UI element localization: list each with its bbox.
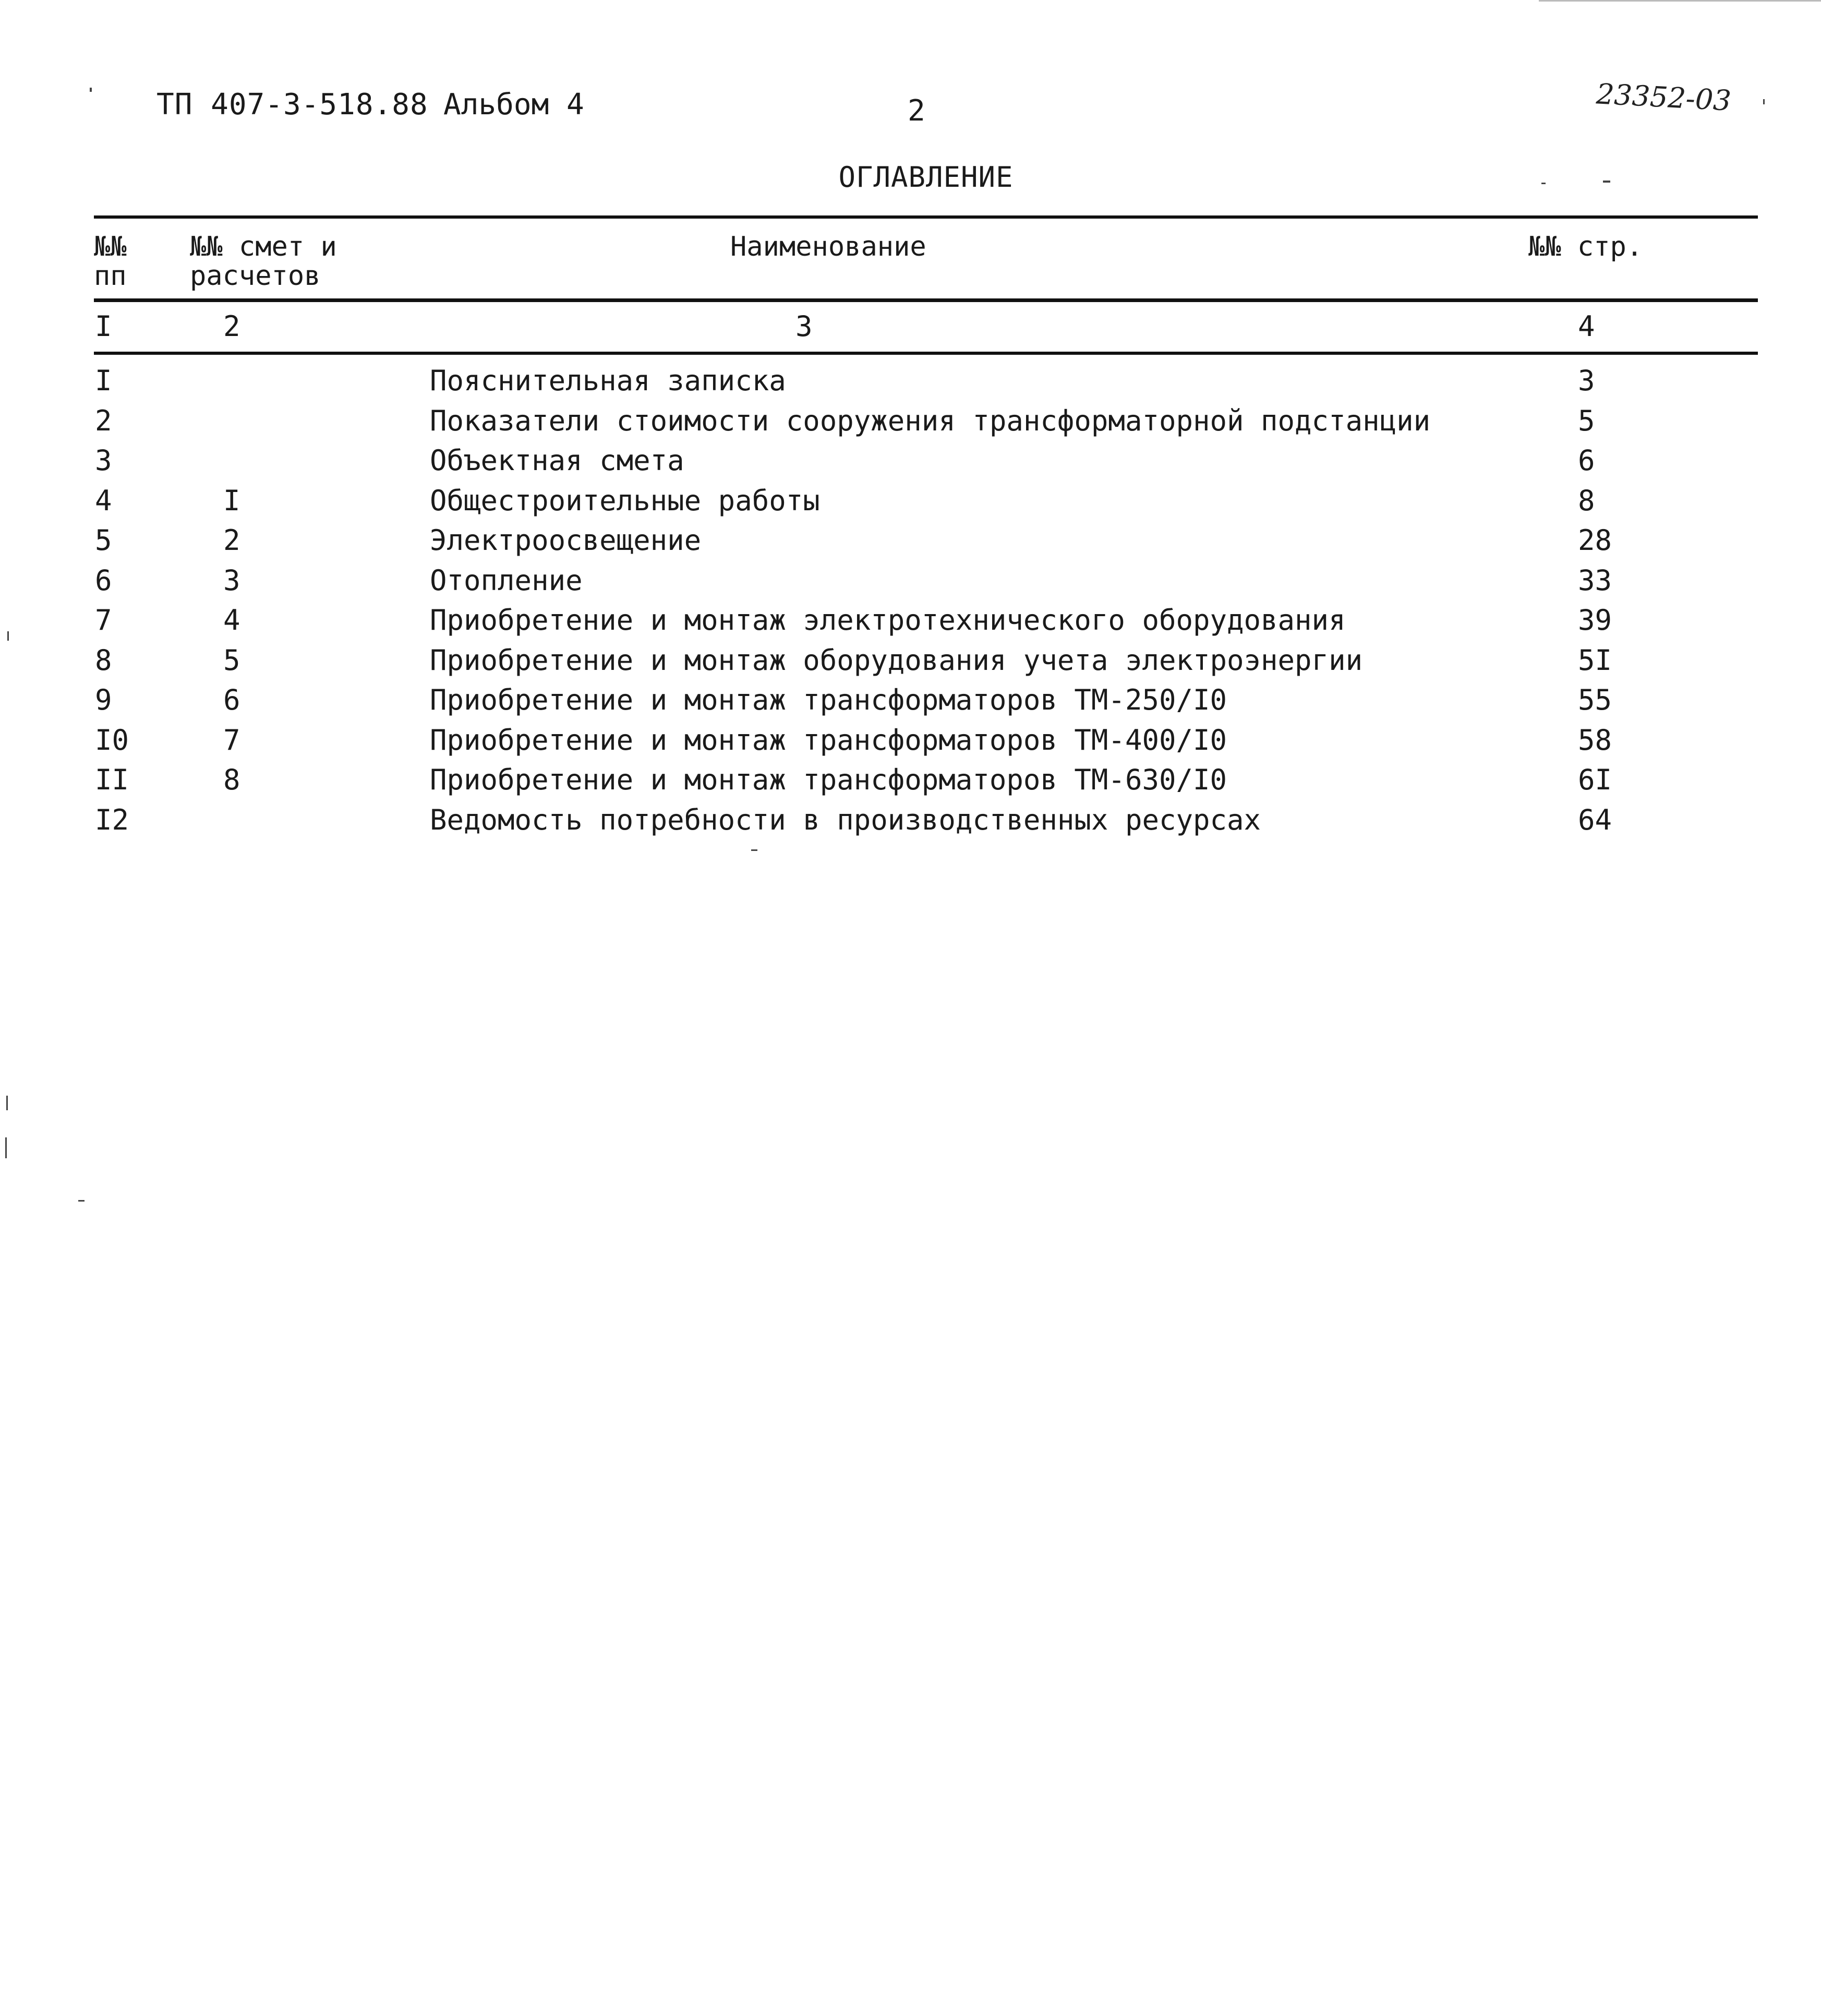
row-page: 8 [1578,484,1595,517]
scan-speck [6,1096,8,1110]
row-page: 39 [1578,604,1612,637]
document-code: ТП 407-3-518.88 [156,88,428,122]
table-row [0,561,1821,601]
table-row [0,760,1821,800]
album-label: Альбом 4 [443,88,584,122]
table-row [0,521,1821,561]
row-page: 6 [1578,444,1595,477]
scan-speck [1603,181,1610,183]
row-name: Пояснительная записка [430,364,786,397]
row-page: 33 [1578,563,1612,597]
row-calc-number: 4 [223,604,240,637]
scan-speck [751,849,757,851]
row-page: 5 [1578,404,1595,437]
row-page: 28 [1578,524,1612,557]
row-number: 6 [95,563,112,597]
row-name: Приобретение и монтаж трансформаторов ТМ-630/I0 [430,763,1227,796]
row-calc-number: 2 [223,524,240,557]
table-row [0,800,1821,841]
row-name: Электроосвещение [430,524,702,557]
row-number: I [95,364,112,397]
row-name: Приобретение и монтаж электротехнического оборудования [430,604,1346,637]
row-page: 64 [1578,803,1612,836]
row-calc-number: I [223,484,240,517]
table-row [0,721,1821,761]
row-number: 3 [95,444,112,477]
row-page: 6I [1578,763,1612,796]
column-number-4: 4 [1578,310,1595,343]
scan-speck [5,1137,7,1158]
row-calc-number: 5 [223,643,240,677]
row-number: 9 [95,683,112,716]
row-number: I2 [95,803,129,836]
table-row [0,481,1821,521]
row-name: Ведомость потребности в производственных ресурсах [430,803,1261,836]
table-row [0,641,1821,681]
row-name: Приобретение и монтаж оборудования учета электроэнергии [430,643,1363,677]
row-calc-number: 6 [223,683,240,716]
table-row [0,401,1821,441]
column-numbers-rule [94,352,1758,355]
header-col-calc: №№ смет и расчетов [190,231,337,292]
table-row [0,601,1821,641]
row-number: 4 [95,484,112,517]
row-name: Приобретение и монтаж трансформаторов ТМ-400/I0 [430,723,1227,757]
row-page: 55 [1578,683,1612,716]
header-bottom-rule [94,298,1758,302]
page-number: 2 [908,94,925,128]
table-row [0,441,1821,481]
header-col-name: Наименование [730,231,926,262]
row-name: Объектная смета [430,444,684,477]
row-number: 7 [95,604,112,637]
row-name: Показатели стоимости сооружения трансформаторной подстанции [430,404,1431,437]
inventory-number: 23352-03 [1595,77,1732,117]
row-calc-number: 7 [223,723,240,757]
row-number: 5 [95,524,112,557]
column-number-1: I [95,310,112,343]
table-top-rule [94,215,1758,219]
header-col-page: №№ стр. [1528,231,1643,262]
header-col-num: №№ пп [94,231,127,292]
row-name: Общестроительные работы [430,484,820,517]
row-number: 8 [95,643,112,677]
row-calc-number: 8 [223,763,240,796]
row-number: II [95,763,129,796]
scan-speck [78,1200,85,1202]
row-number: 2 [95,404,112,437]
table-row [0,361,1821,401]
row-number: I0 [95,723,129,757]
row-name: Приобретение и монтаж трансформаторов ТМ-250/I0 [430,683,1227,716]
scan-speck [1763,99,1765,104]
scan-speck [7,631,9,641]
table-body [0,361,1821,840]
scan-speck [1541,183,1546,184]
row-name: Отопление [430,563,583,597]
row-page: 5I [1578,643,1612,677]
page-title: ОГЛАВЛЕНИЕ [838,161,1014,194]
row-page: 58 [1578,723,1612,757]
table-row [0,680,1821,721]
row-calc-number: 3 [223,563,240,597]
column-number-2: 2 [223,310,240,343]
column-number-3: 3 [795,310,813,343]
scan-speck [1539,0,1821,2]
scan-speck [90,88,92,92]
row-page: 3 [1578,364,1595,397]
